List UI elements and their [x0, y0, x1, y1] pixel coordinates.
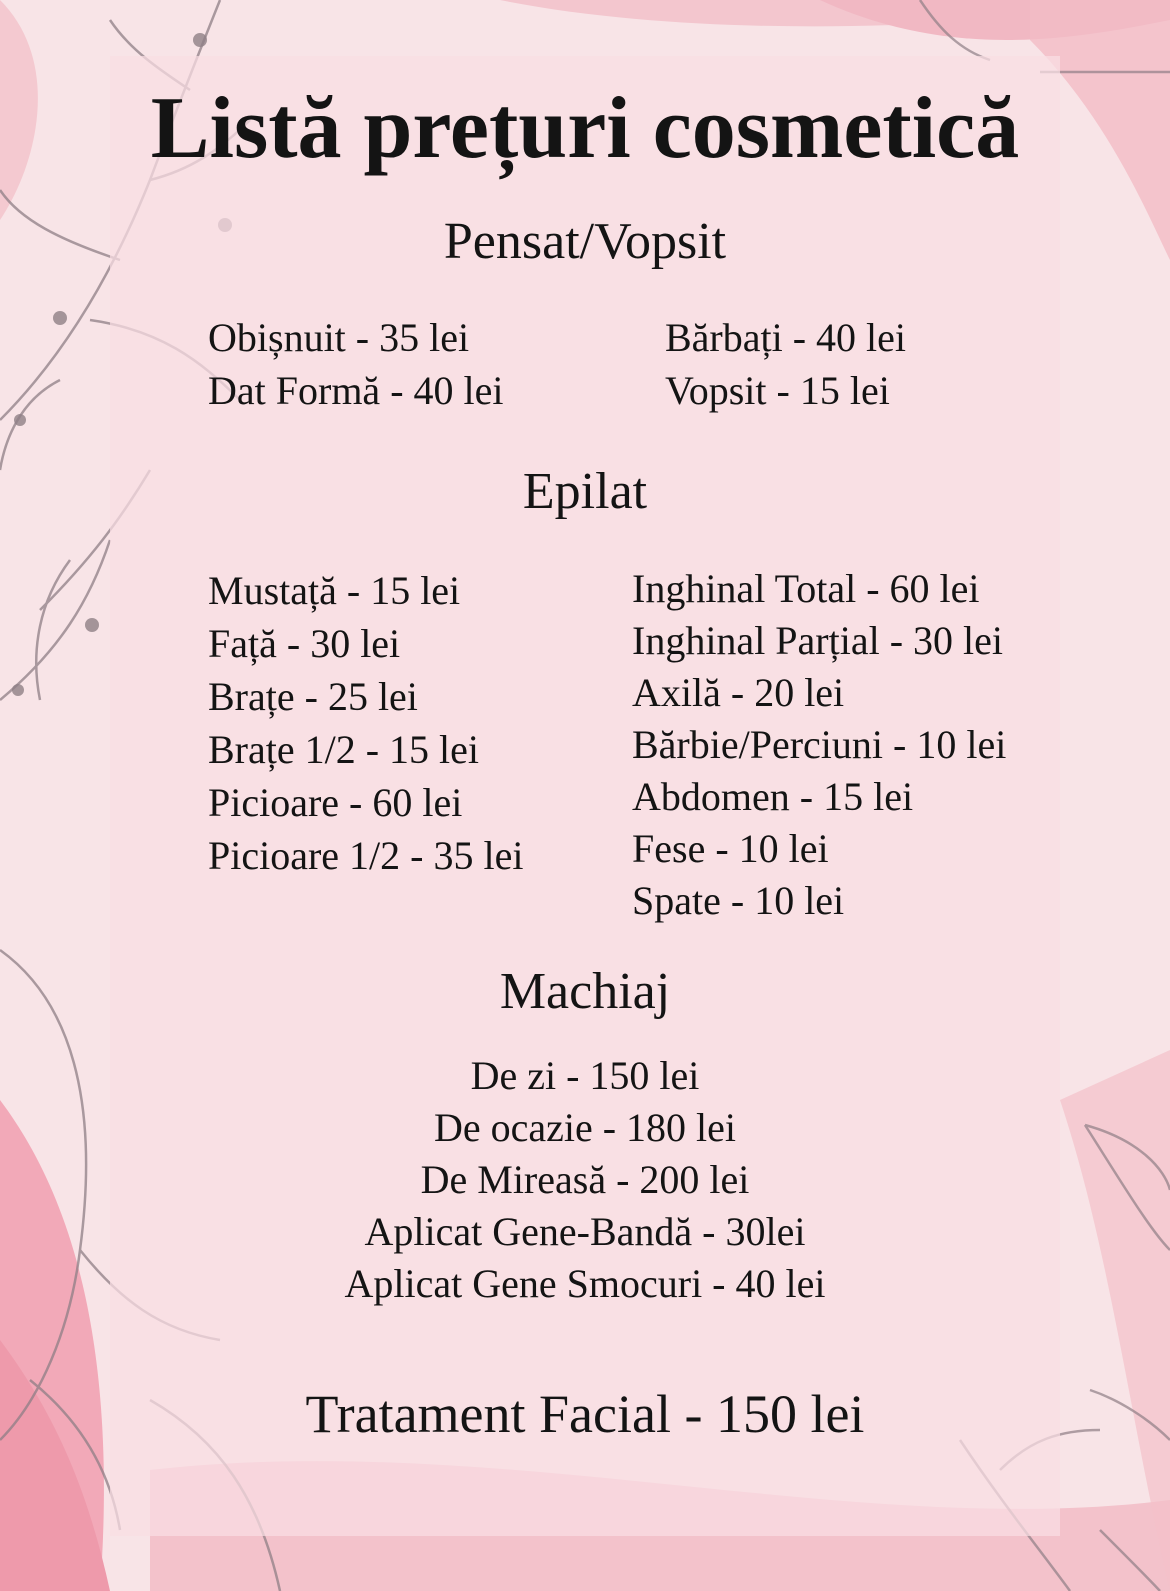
- facial-treatment-price: Tratament Facial - 150 lei: [305, 1384, 865, 1444]
- list-item: Picioare 1/2 - 35 lei: [208, 833, 524, 878]
- epilat-right-list: [632, 563, 1006, 927]
- list-item: Inghinal Total - 60 lei: [632, 566, 980, 611]
- list-item: Brațe 1/2 - 15 lei: [208, 727, 480, 772]
- list-item: Obișnuit - 35 lei: [208, 315, 470, 360]
- list-item: Picioare - 60 lei: [208, 780, 463, 825]
- epilat-left-list: [208, 564, 523, 882]
- section-title-machiaj: Machiaj: [499, 963, 671, 1020]
- pensat-right-list: [665, 311, 906, 417]
- list-item: Față - 30 lei: [208, 621, 401, 666]
- list-item: Axilă - 20 lei: [632, 670, 845, 715]
- section-title-pensat: Pensat/Vopsit: [443, 213, 727, 270]
- list-item: Inghinal Parțial - 30 lei: [632, 618, 1004, 663]
- list-item: Abdomen - 15 lei: [632, 774, 914, 819]
- list-item: De Mireasă - 200 lei: [420, 1157, 750, 1202]
- list-item: Bărbie/Perciuni - 10 lei: [632, 722, 1007, 767]
- pensat-left-list: [208, 311, 504, 417]
- list-item: Bărbați - 40 lei: [665, 315, 907, 360]
- list-item: Mustață - 15 lei: [208, 568, 461, 613]
- list-item: Aplicat Gene Smocuri - 40 lei: [344, 1261, 826, 1306]
- list-item: De ocazie - 180 lei: [433, 1105, 737, 1150]
- list-item: Aplicat Gene-Bandă - 30lei: [364, 1209, 806, 1254]
- list-item: Brațe - 25 lei: [208, 674, 418, 719]
- list-item: Fese - 10 lei: [632, 826, 829, 871]
- list-item: De zi - 150 lei: [470, 1053, 700, 1098]
- section-title-epilat: Epilat: [522, 463, 648, 520]
- list-item: Vopsit - 15 lei: [665, 368, 890, 413]
- list-item: Spate - 10 lei: [632, 878, 845, 923]
- page-title: Listă prețuri cosmetică: [150, 80, 1020, 177]
- list-item: Dat Formă - 40 lei: [208, 368, 504, 413]
- machiaj-list: [0, 1050, 1170, 1310]
